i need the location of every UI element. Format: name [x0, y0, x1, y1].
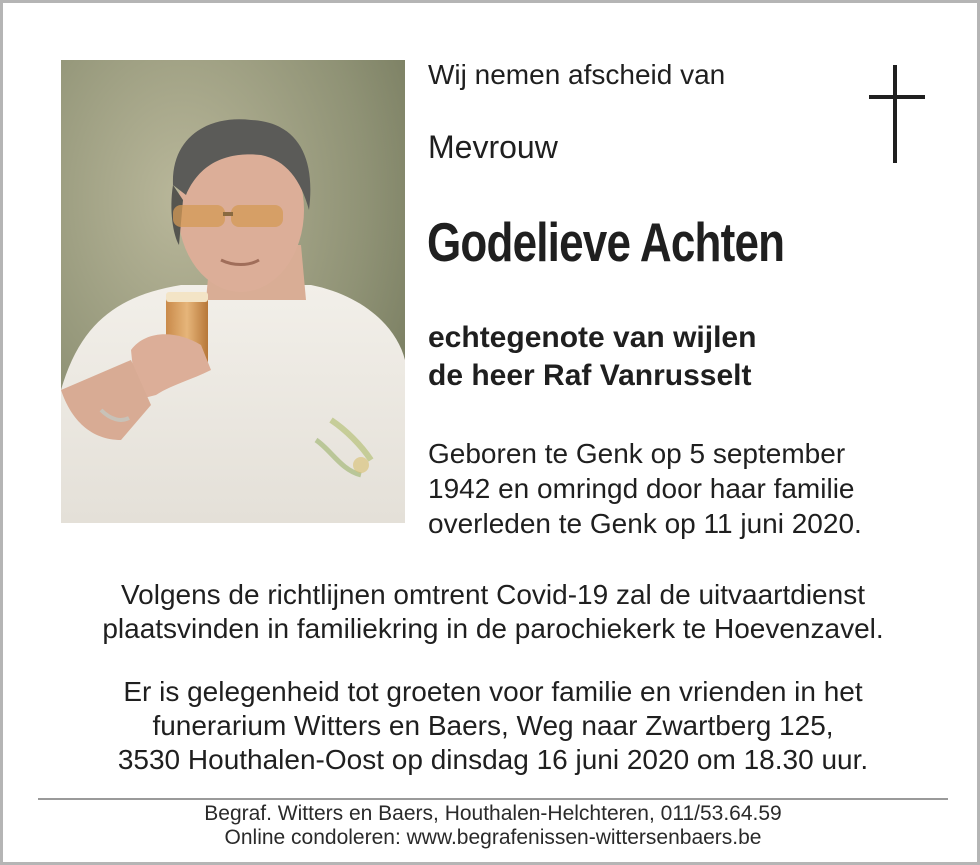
covid-paragraph	[3, 578, 980, 646]
cross-icon	[865, 65, 927, 163]
intro-text: Wij nemen afscheid van	[428, 59, 726, 90]
visitation-line: Er is gelegenheid tot groeten voor familie en vrienden in het	[123, 676, 863, 707]
footer	[3, 802, 980, 850]
life-dates-text	[428, 436, 862, 541]
life-line: overleden te Genk op 11 juni 2020.	[428, 508, 862, 539]
title-salutation: Mevrouw	[428, 129, 558, 165]
undertaker-info: Begraf. Witters en Baers, Houthalen-Helchteren, 011/53.64.59	[204, 802, 782, 825]
covid-line: plaatsvinden in familiekring in de parochiekerk te Hoevenzavel.	[102, 613, 884, 644]
life-line: Geboren te Genk op 5 september	[428, 438, 846, 469]
condolences-link[interactable]: Online condoleren: www.begrafenissen-wittersenbaers.be	[224, 826, 762, 849]
covid-line: Volgens de richtlijnen omtrent Covid-19 zal de uitvaartdienst	[121, 579, 865, 610]
deceased-name: Godelieve Achten	[427, 211, 785, 273]
visitation-line: funerarium Witters en Baers, Weg naar Zwartberg 125,	[152, 710, 834, 741]
spouse-line: echtegenote van wijlen	[428, 321, 757, 354]
life-line: 1942 en omringd door haar familie	[428, 473, 855, 504]
portrait-photo	[61, 60, 405, 523]
visitation-line: 3530 Houthalen-Oost op dinsdag 16 juni 2020 om 18.30 uur.	[117, 744, 869, 775]
footer-divider	[38, 798, 948, 800]
spouse-line: de heer Raf Vanrusselt	[428, 359, 752, 392]
visitation-paragraph	[3, 675, 980, 777]
spouse-text	[428, 319, 756, 395]
